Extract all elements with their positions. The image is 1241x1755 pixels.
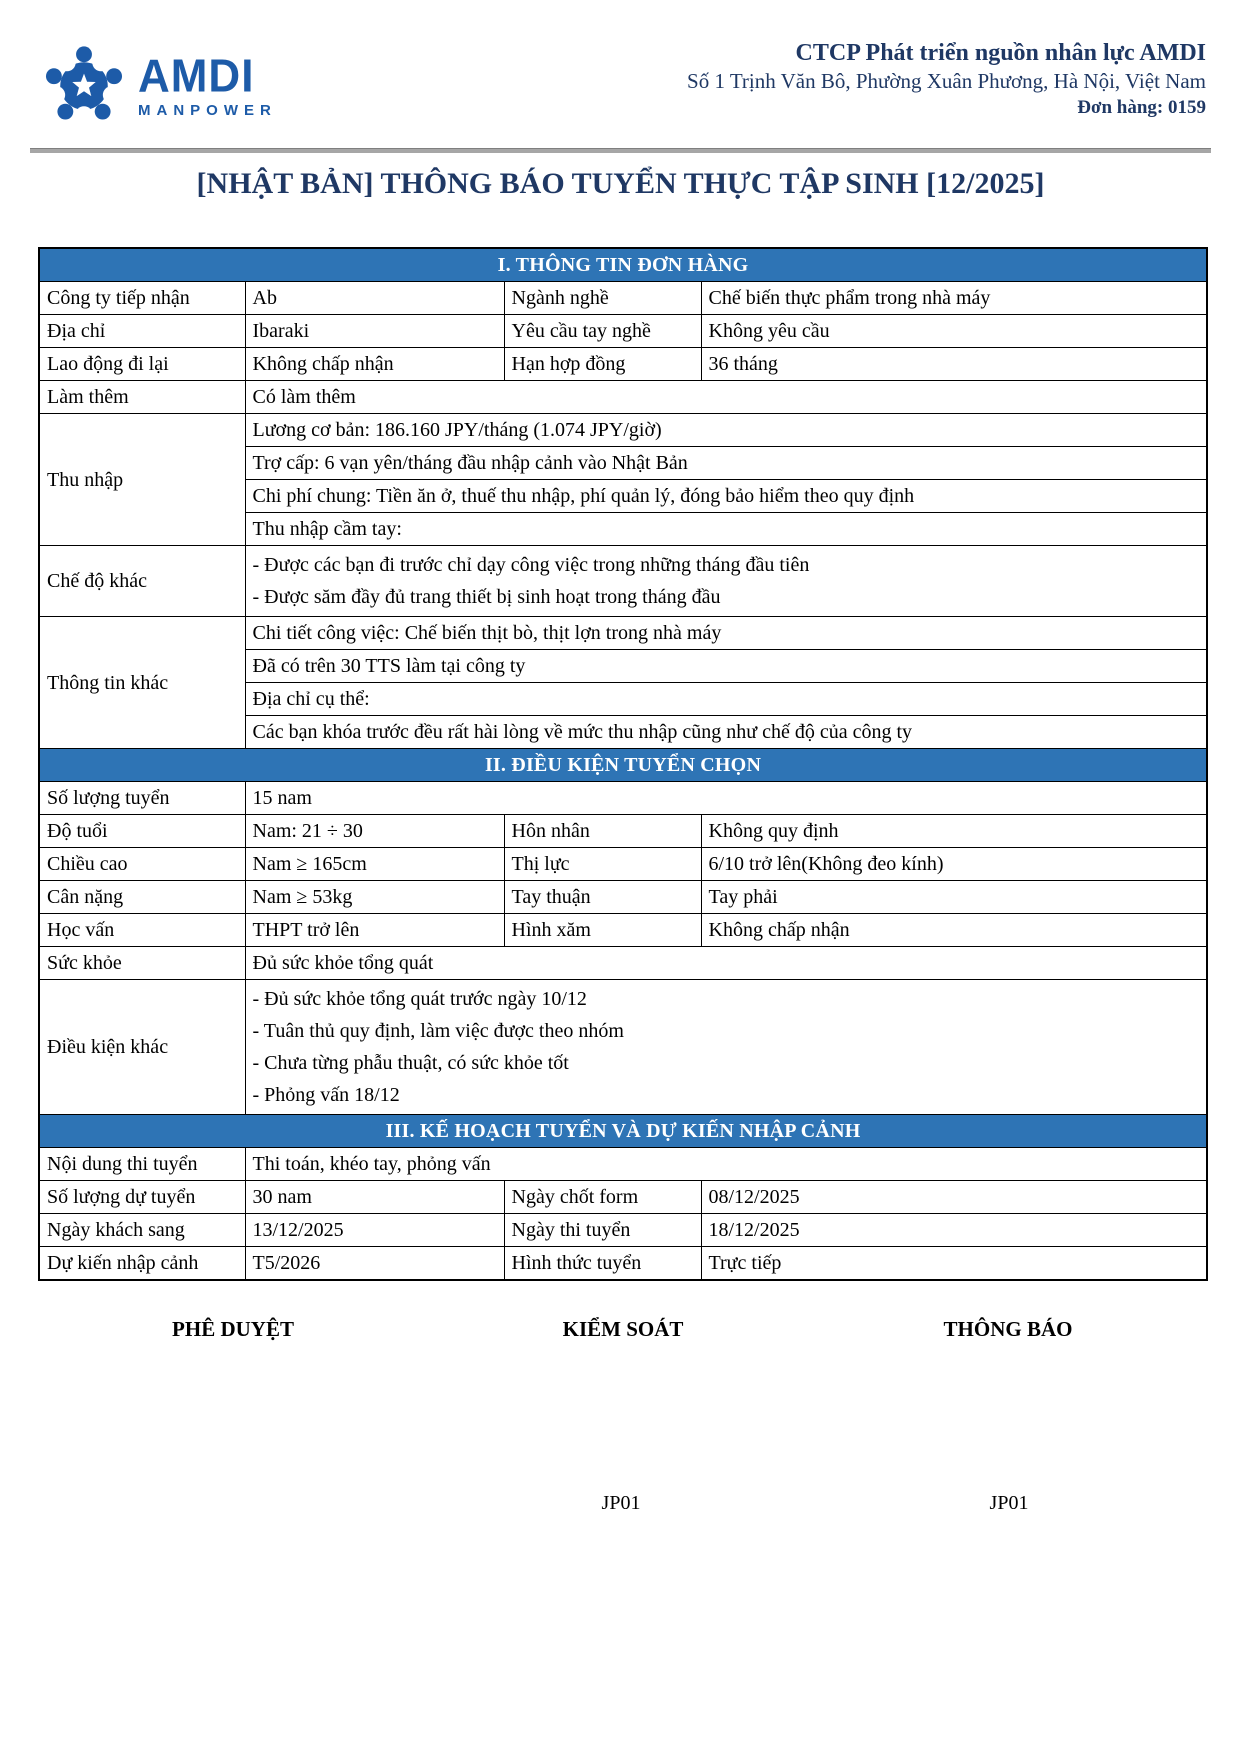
table-row (39, 1247, 1207, 1281)
stamp-row (0, 1492, 1241, 1520)
other-info-specific-address: Địa chỉ cụ thể: (245, 683, 1207, 716)
document-title: [NHẬT BẢN] THÔNG BÁO TUYỂN THỰC TẬP SINH [12/2025] (196, 167, 1045, 200)
page-header (0, 0, 1241, 148)
label-other-info: Thông tin khác (39, 617, 245, 749)
signature-row (0, 1317, 1241, 1347)
value-overtime: Có làm thêm (245, 381, 1207, 414)
value-exam-date: 18/12/2025 (701, 1214, 1207, 1247)
value-tattoo: Không chấp nhận (701, 914, 1207, 947)
label-recruit-quantity: Số lượng tuyển (39, 782, 245, 815)
label-exam-date: Ngày thi tuyển (504, 1214, 701, 1247)
table-row (39, 815, 1207, 848)
label-tattoo: Hình xăm (504, 914, 701, 947)
table-row (39, 282, 1207, 315)
benefit-line: - Được các bạn đi trước chỉ dạy công việc trong những tháng đầu tiên (252, 554, 810, 576)
label-other-benefits: Chế độ khác (39, 546, 245, 617)
value-exam-content: Thi toán, khéo tay, phỏng vấn (245, 1148, 1207, 1181)
label-candidate-quantity: Số lượng dự tuyển (39, 1181, 245, 1214)
label-weight: Cân nặng (39, 881, 245, 914)
table-row (39, 348, 1207, 381)
label-client-visit-date: Ngày khách sang (39, 1214, 245, 1247)
value-selection-method: Trực tiếp (701, 1247, 1207, 1281)
table-row (39, 980, 1207, 1115)
label-skill-requirement: Yêu cầu tay nghề (504, 315, 701, 348)
stamp-jp01-control: JP01 (601, 1492, 641, 1514)
income-common-costs: Chi phí chung: Tiền ăn ở, thuế thu nhập, phí quản lý, đóng bảo hiểm theo quy định (245, 480, 1207, 513)
label-income: Thu nhập (39, 414, 245, 546)
label-selection-method: Hình thức tuyển (504, 1247, 701, 1281)
section3-header: III. KẾ HOẠCH TUYỂN VÀ DỰ KIẾN NHẬP CẢNH (39, 1115, 1207, 1148)
value-commute: Không chấp nhận (245, 348, 504, 381)
label-industry: Ngành nghề (504, 282, 701, 315)
value-industry: Chế biến thực phẩm trong nhà máy (701, 282, 1207, 315)
table-row (39, 848, 1207, 881)
table-row (39, 1181, 1207, 1214)
value-recruit-quantity: 15 nam (245, 782, 1207, 815)
value-client-visit-date: 13/12/2025 (245, 1214, 504, 1247)
company-logo (40, 42, 277, 130)
signature-announce: THÔNG BÁO (943, 1317, 1073, 1341)
company-name: CTCP Phát triển nguồn nhân lực AMDI (795, 40, 1206, 66)
value-address: Ibaraki (245, 315, 504, 348)
order-table (38, 247, 1208, 1281)
signature-approve: PHÊ DUYỆT (172, 1317, 294, 1341)
stamp-jp01-announce: JP01 (989, 1492, 1029, 1514)
value-skill-requirement: Không yêu cầu (701, 315, 1207, 348)
condition-line: - Chưa từng phẫu thuật, có sức khỏe tốt (252, 1052, 569, 1074)
value-candidate-quantity: 30 nam (245, 1181, 504, 1214)
label-form-deadline: Ngày chốt form (504, 1181, 701, 1214)
value-education: THPT trở lên (245, 914, 504, 947)
header-divider (30, 148, 1211, 153)
table-row (39, 381, 1207, 414)
label-vision: Thị lực (504, 848, 701, 881)
condition-line: - Đủ sức khỏe tổng quát trước ngày 10/12 (252, 988, 587, 1010)
other-info-job-detail: Chi tiết công việc: Chế biến thịt bò, thịt lợn trong nhà máy (245, 617, 1207, 650)
order-number: Đơn hàng: 0159 (1077, 97, 1206, 119)
value-height: Nam ≥ 165cm (245, 848, 504, 881)
section1-header: I. THÔNG TIN ĐƠN HÀNG (39, 248, 1207, 282)
logo-wordmark (138, 50, 277, 119)
company-info-block (687, 38, 1206, 122)
table-row (39, 1148, 1207, 1181)
value-vision: 6/10 trở lên(Không đeo kính) (701, 848, 1207, 881)
section2-header: II. ĐIỀU KIỆN TUYỂN CHỌN (39, 749, 1207, 782)
table-row (39, 881, 1207, 914)
value-form-deadline: 08/12/2025 (701, 1181, 1207, 1214)
label-marital-status: Hôn nhân (504, 815, 701, 848)
other-info-feedback: Các bạn khóa trước đều rất hài lòng về mức thu nhập cũng như chế độ của công ty (245, 716, 1207, 749)
label-commute: Lao động đi lại (39, 348, 245, 381)
label-other-conditions: Điều kiện khác (39, 980, 245, 1115)
value-dominant-hand: Tay phải (701, 881, 1207, 914)
table-row (39, 947, 1207, 980)
label-education: Học vấn (39, 914, 245, 947)
label-health: Sức khỏe (39, 947, 245, 980)
table-row (39, 315, 1207, 348)
table-row (39, 1214, 1207, 1247)
value-age: Nam: 21 ÷ 30 (245, 815, 504, 848)
value-expected-entry: T5/2026 (245, 1247, 504, 1281)
other-info-tts: Đã có trên 30 TTS làm tại công ty (245, 650, 1207, 683)
value-marital-status: Không quy định (701, 815, 1207, 848)
condition-line: - Tuân thủ quy định, làm việc được theo nhóm (252, 1020, 624, 1042)
benefit-line: - Được săm đầy đủ trang thiết bị sinh hoạt trong tháng đầu (252, 586, 721, 608)
label-receiving-company: Công ty tiếp nhận (39, 282, 245, 315)
label-address: Địa chỉ (39, 315, 245, 348)
label-contract-term: Hạn hợp đồng (504, 348, 701, 381)
amdi-people-circle-icon (40, 42, 128, 130)
income-base-salary: Lương cơ bản: 186.160 JPY/tháng (1.074 JPY/giờ) (245, 414, 1207, 447)
value-receiving-company: Ab (245, 282, 504, 315)
label-age: Độ tuổi (39, 815, 245, 848)
table-row (39, 617, 1207, 650)
label-height: Chiều cao (39, 848, 245, 881)
table-row (39, 414, 1207, 447)
value-health: Đủ sức khỏe tổng quát (245, 947, 1207, 980)
value-other-benefits (245, 546, 1207, 617)
value-other-conditions (245, 980, 1207, 1115)
income-take-home: Thu nhập cầm tay: (245, 513, 1207, 546)
logo-sub-text: MANPOWER (138, 101, 277, 119)
income-allowance: Trợ cấp: 6 vạn yên/tháng đầu nhập cảnh vào Nhật Bản (245, 447, 1207, 480)
table-row (39, 546, 1207, 617)
value-weight: Nam ≥ 53kg (245, 881, 504, 914)
label-exam-content: Nội dung thi tuyển (39, 1148, 245, 1181)
company-address: Số 1 Trịnh Văn Bô, Phường Xuân Phương, Hà Nội, Việt Nam (687, 69, 1206, 93)
label-expected-entry: Dự kiến nhập cảnh (39, 1247, 245, 1281)
value-contract-term: 36 tháng (701, 348, 1207, 381)
label-dominant-hand: Tay thuận (504, 881, 701, 914)
table-row (39, 914, 1207, 947)
label-overtime: Làm thêm (39, 381, 245, 414)
signature-control: KIỂM SOÁT (562, 1317, 684, 1341)
logo-brand-text: AMDI (138, 50, 255, 102)
condition-line: - Phỏng vấn 18/12 (252, 1084, 400, 1106)
table-row (39, 782, 1207, 815)
